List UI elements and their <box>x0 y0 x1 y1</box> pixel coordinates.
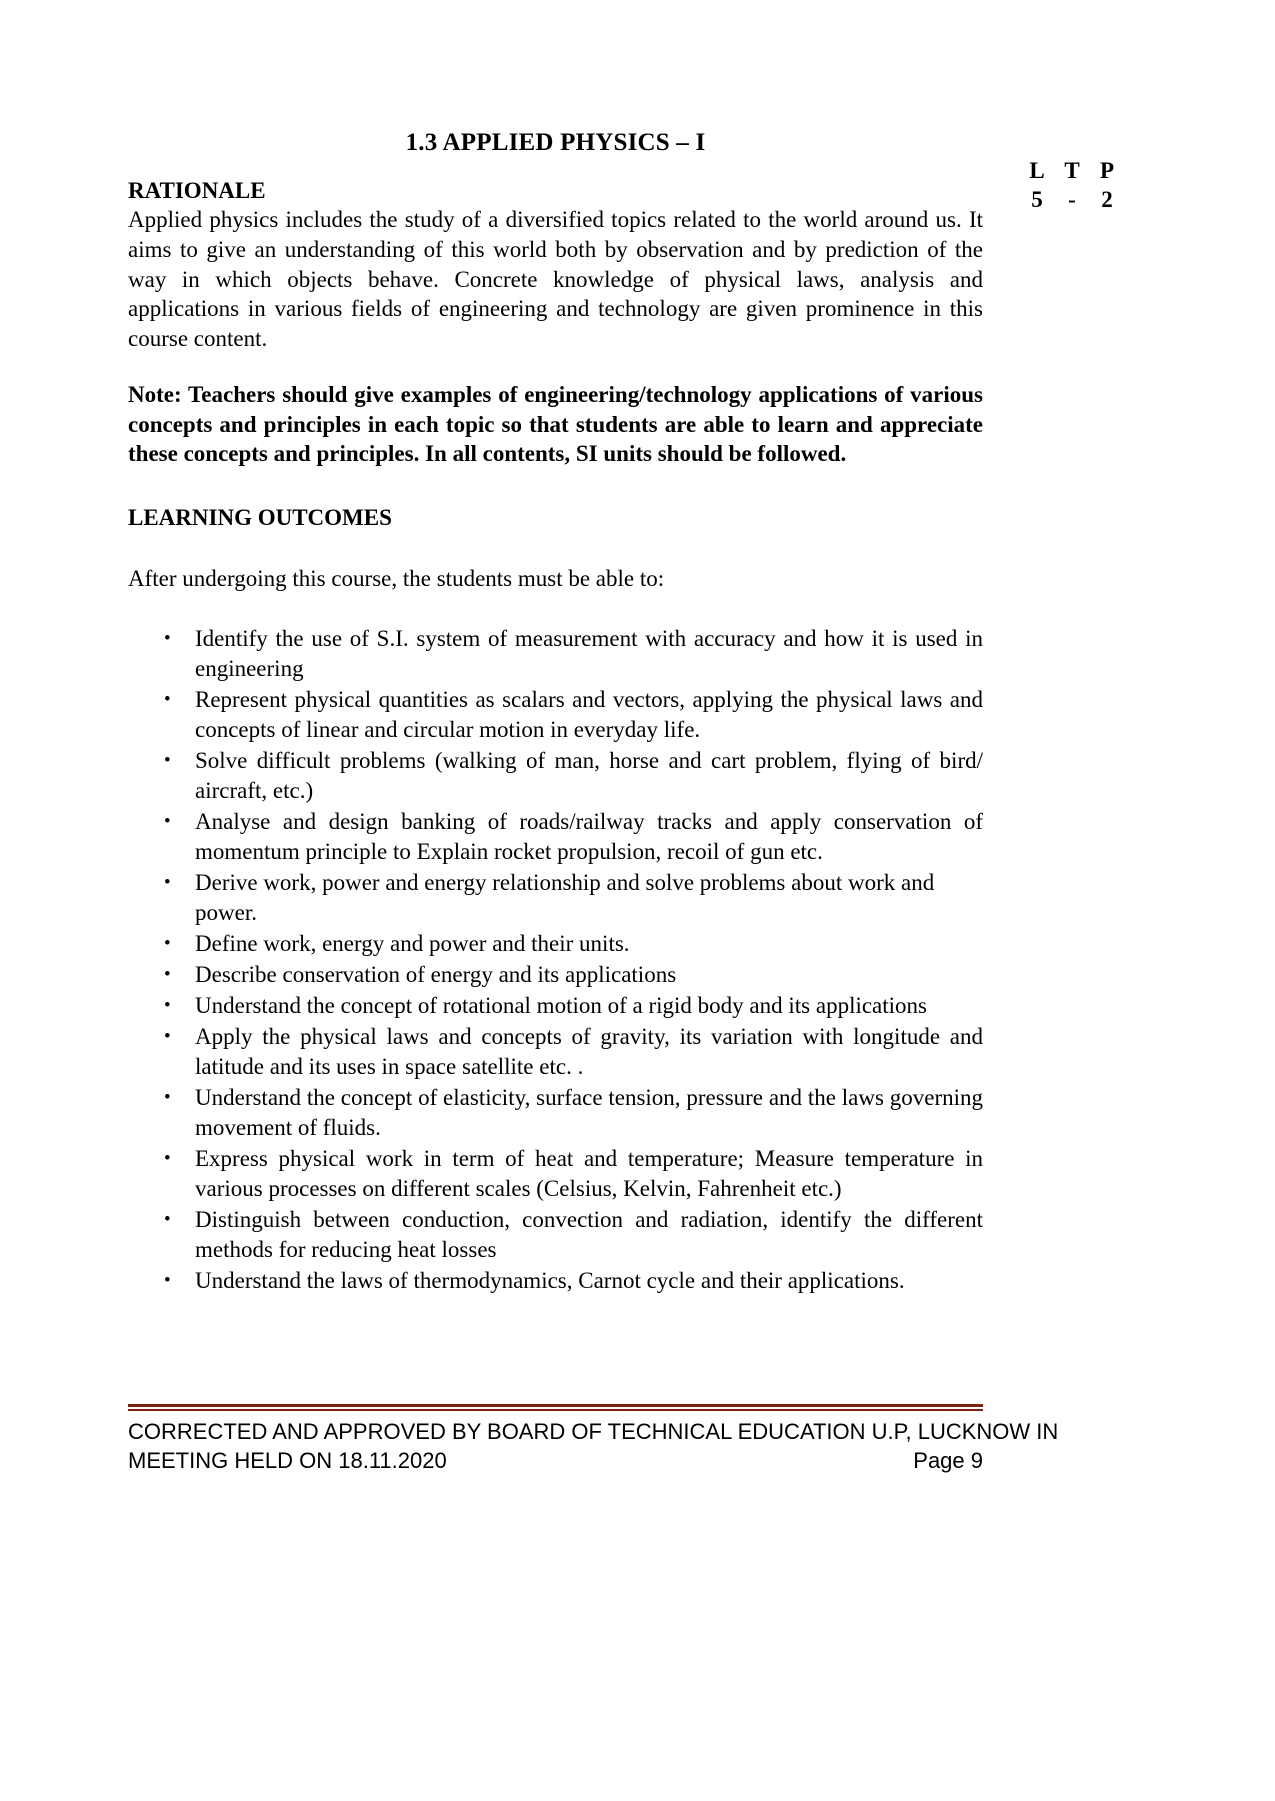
rationale-heading: RATIONALE <box>128 178 266 203</box>
list-item-text: Understand the concept of elasticity, surface tension, pressure and the laws governing movement of fluids. <box>195 1084 983 1140</box>
credit-label-l: L <box>1029 158 1045 183</box>
credit-value-t: - <box>1068 186 1076 212</box>
bullet-icon: • <box>164 963 171 985</box>
page-footer <box>128 1404 1059 1476</box>
credit-hours-values <box>1022 186 1122 215</box>
list-item-text: Understand the concept of rotational motion of a rigid body and its applications <box>195 992 927 1018</box>
list-item-text: Represent physical quantities as scalars and vectors, applying the physical laws and concepts of linear and circular motion in everyday life. <box>195 686 983 742</box>
list-item-text: Apply the physical laws and concepts of gravity, its variation with longitude and latitude and its uses in space satellite etc. . <box>195 1023 983 1079</box>
note-paragraph: Note: Teachers should give examples of engineering/technology applications of various concepts and principles in each topic so that students are able to learn and appreciate these concepts and principles. In all contents, SI units should be followed. <box>128 382 983 467</box>
list-item <box>128 960 983 990</box>
bullet-icon: • <box>164 871 171 893</box>
list-item <box>128 624 983 684</box>
credit-label-p: P <box>1099 158 1115 183</box>
credit-label-t: T <box>1064 158 1080 183</box>
bullet-icon: • <box>164 1269 171 1291</box>
credit-hours-labels <box>1022 157 1122 186</box>
list-item-text: Understand the laws of thermodynamics, Carnot cycle and their applications. <box>195 1267 905 1293</box>
bullet-icon: • <box>164 810 171 832</box>
list-item <box>128 746 983 806</box>
list-item <box>128 807 983 867</box>
bullet-icon: • <box>164 1208 171 1230</box>
list-item-text: Identify the use of S.I. system of measurement with accuracy and how it is used in engineering <box>195 625 983 681</box>
list-item <box>128 868 983 928</box>
bullet-icon: • <box>164 627 171 649</box>
bullet-icon: • <box>164 749 171 771</box>
list-item-text: Describe conservation of energy and its applications <box>195 961 677 987</box>
list-item-text: Solve difficult problems (walking of man, horse and cart problem, flying of bird/ aircraft, etc.) <box>195 747 983 803</box>
learning-outcomes-heading: LEARNING OUTCOMES <box>128 504 392 530</box>
bullet-icon: • <box>164 932 171 954</box>
footer-line-one: CORRECTED AND APPROVED BY BOARD OF TECHNICAL EDUCATION U.P, LUCKNOW IN <box>128 1419 1059 1444</box>
credit-hours-block <box>1022 157 1132 215</box>
learning-outcomes-list <box>128 624 983 1296</box>
list-item <box>128 1083 983 1143</box>
footer-line-two: MEETING HELD ON 18.11.2020 <box>128 1448 447 1474</box>
credit-value-p: 2 <box>1101 186 1113 212</box>
footer-line-two-row <box>128 1446 983 1475</box>
list-item <box>128 1266 983 1296</box>
list-item <box>128 991 983 1021</box>
bullet-icon: • <box>164 688 171 710</box>
bullet-icon: • <box>164 1147 171 1169</box>
credit-value-l: 5 <box>1031 186 1043 212</box>
list-item <box>128 1144 983 1204</box>
footer-rule-lower <box>128 1409 983 1411</box>
list-item <box>128 685 983 745</box>
bullet-icon: • <box>164 1086 171 1108</box>
document-content <box>128 0 983 1297</box>
bullet-icon: • <box>164 1025 171 1047</box>
list-item <box>128 929 983 959</box>
list-item-text: Express physical work in term of heat and temperature; Measure temperature in various processes on different scales (Celsius, Kelvin, Fahrenheit etc.) <box>195 1145 983 1201</box>
list-item <box>128 1205 983 1265</box>
list-item-text: Analyse and design banking of roads/railway tracks and apply conservation of momentum principle to Explain rocket propulsion, recoil of gun etc. <box>195 808 983 864</box>
page-title: 1.3 APPLIED PHYSICS – I <box>405 129 706 156</box>
list-item-text: Distinguish between conduction, convection and radiation, identify the different methods for reducing heat losses <box>195 1206 983 1262</box>
list-item <box>128 1022 983 1082</box>
bullet-icon: • <box>164 994 171 1016</box>
list-item-text: Derive work, power and energy relationship and solve problems about work and power. <box>195 869 935 925</box>
rationale-paragraph: Applied physics includes the study of a diversified topics related to the world around us. It aims to give an understanding of this world both by observation and by prediction of the way in which objects behave. Concrete knowledge of physical laws, analysis and applications in various fields of engineering and technology are given prominence in this course content. <box>128 207 983 351</box>
learning-outcomes-intro: After undergoing this course, the students must be able to: <box>128 566 665 592</box>
page-number: Page 9 <box>913 1448 983 1474</box>
list-item-text: Define work, energy and power and their units. <box>195 930 630 956</box>
